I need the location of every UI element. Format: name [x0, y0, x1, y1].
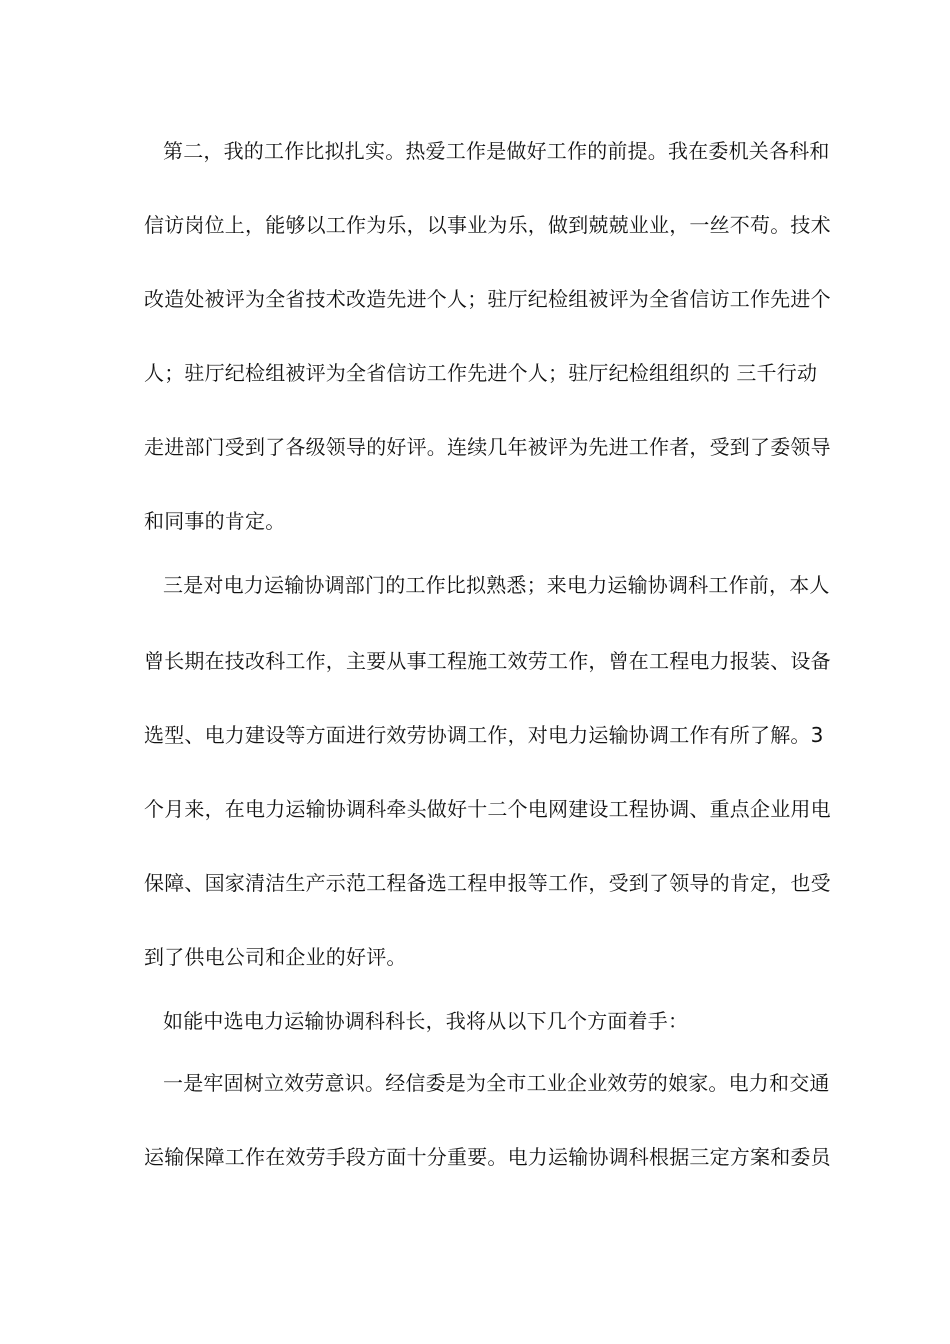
text-line: 和同事的肯定。 [144, 509, 286, 533]
text-line: 曾长期在技改科工作，主要从事工程施工效劳工作，曾在工程电力报装、设备 [144, 649, 831, 673]
text-line: 个月来，在电力运输协调科牵头做好十二个电网建设工程协调、重点企业用电 [144, 797, 831, 821]
text-line: 改造处被评为全省技术改造先进个人；驻厅纪检组被评为全省信访工作先进个 [144, 287, 831, 311]
text-line: 保障、国家清洁生产示范工程备选工程申报等工作，受到了领导的肯定，也受 [144, 871, 831, 895]
text-line: 三是对电力运输协调部门的工作比拟熟悉；来电力运输协调科工作前，本人 [163, 573, 830, 597]
text-line: 一是牢固树立效劳意识。经信委是为全市工业企业效劳的娘家。电力和交通 [163, 1071, 830, 1095]
text-line: 走进部门受到了各级领导的好评。连续几年被评为先进工作者，受到了委领导 [144, 435, 831, 459]
text-line: 到了供电公司和企业的好评。 [144, 945, 407, 969]
text-line: 如能中选电力运输协调科科长，我将从以下几个方面着手： [163, 1009, 689, 1033]
text-line: 第二，我的工作比拟扎实。热爱工作是做好工作的前提。我在委机关各科和 [163, 139, 830, 163]
text-line: 运输保障工作在效劳手段方面十分重要。电力运输协调科根据三定方案和委员 [144, 1145, 831, 1169]
text-line: 人；驻厅纪检组被评为全省信访工作先进个人；驻厅纪检组组织的 三千行动 [144, 361, 818, 385]
text-line: 信访岗位上，能够以工作为乐，以事业为乐，做到兢兢业业，一丝不苟。技术 [144, 213, 831, 237]
text-line: 选型、电力建设等方面进行效劳协调工作，对电力运输协调工作有所了解。3 [144, 723, 824, 747]
